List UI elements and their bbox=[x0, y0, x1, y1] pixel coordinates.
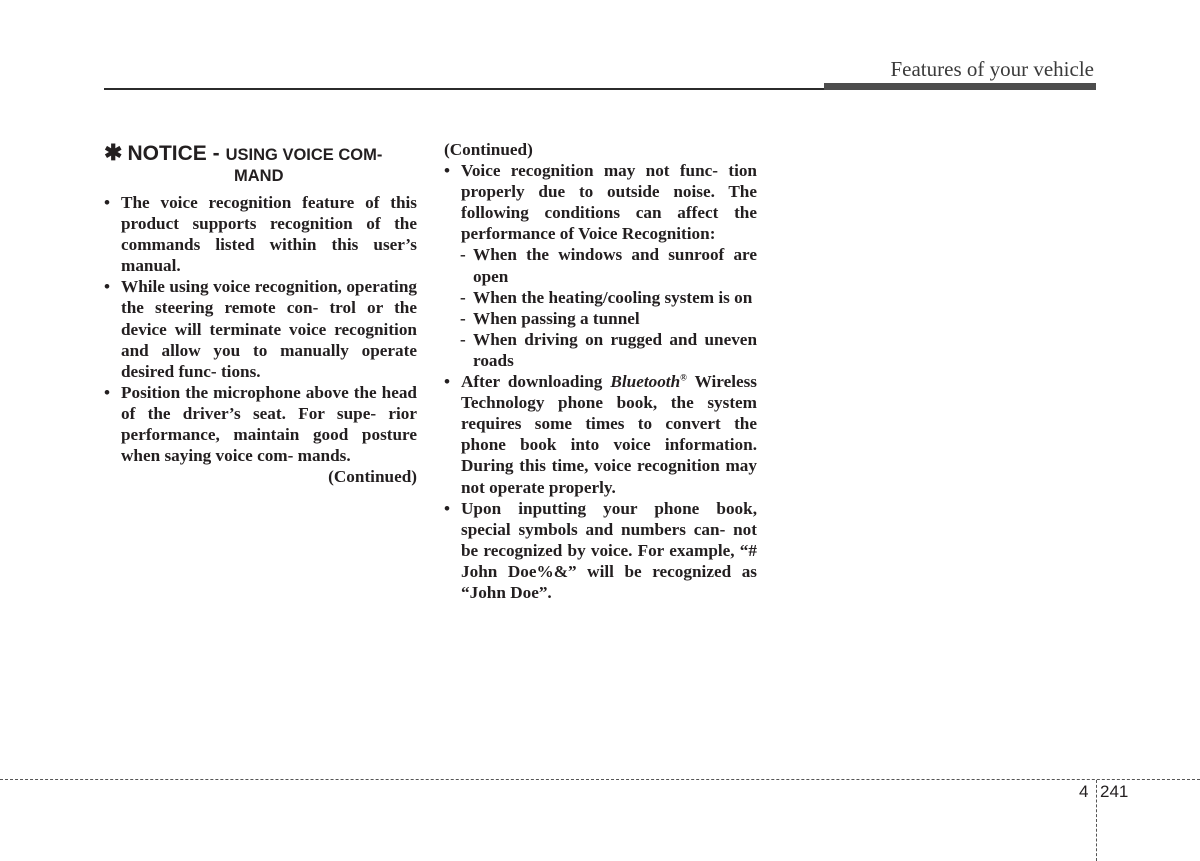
list-item bbox=[444, 160, 757, 244]
list-item bbox=[444, 498, 757, 603]
notice-heading bbox=[104, 141, 417, 185]
footer-dashed-divider bbox=[1096, 780, 1097, 861]
condition-text: When the windows and sunroof are open bbox=[473, 245, 757, 286]
continued-label: (Continued) bbox=[328, 467, 417, 487]
bullet-icon: • bbox=[104, 382, 111, 402]
chapter-number: 4 bbox=[1079, 782, 1089, 801]
list-item bbox=[444, 371, 757, 498]
header-rule-accent bbox=[824, 83, 1096, 90]
condition-text: When passing a tunnel bbox=[473, 308, 640, 328]
list-item bbox=[104, 382, 417, 466]
left-column bbox=[104, 141, 417, 487]
bullet-text: While using voice recognition, operating the steering remote con- trol or the device will terminate voice recognition and allow you to manually operate desired func- tions. bbox=[121, 277, 417, 381]
page-number: 241 bbox=[1100, 782, 1129, 801]
bullet-text: The voice recognition feature of this product supports recognition of the commands listed within this user’s manual. bbox=[121, 193, 417, 276]
bullet-text-suffix: Wireless Technology phone book, the system requires some times to convert the phone book into voice information. During this time, voice recognition may not operate properly. bbox=[461, 372, 757, 497]
condition-item bbox=[444, 308, 757, 329]
notice-star-icon: ✱ bbox=[104, 140, 123, 165]
bullet-icon: • bbox=[444, 498, 451, 518]
list-item bbox=[104, 276, 417, 381]
dash-icon: - bbox=[460, 287, 466, 307]
bullet-text: Voice recognition may not func- tion properly due to outside noise. The following conditions can affect the performance of Voice Recognition: bbox=[461, 161, 757, 244]
bullet-icon: • bbox=[104, 193, 111, 212]
condition-text: When driving on rugged and uneven roads bbox=[473, 329, 757, 370]
bullet-text: Position the microphone above the head of the driver’s seat. For supe- rior performance, maintain good posture when saying voice com- mands. bbox=[121, 382, 417, 466]
bullet-text-prefix: After downloading bbox=[461, 372, 603, 392]
condition-item bbox=[444, 329, 757, 371]
bluetooth-brand: Bluetooth bbox=[610, 372, 681, 392]
dash-icon: - bbox=[460, 308, 466, 328]
registered-mark: ® bbox=[680, 372, 687, 383]
condition-item bbox=[444, 287, 757, 308]
right-column bbox=[444, 139, 757, 603]
condition-item bbox=[444, 244, 757, 286]
list-item bbox=[104, 192, 417, 276]
notice-label: NOTICE - bbox=[127, 142, 220, 165]
footer-dashed-rule bbox=[0, 779, 1200, 780]
header-rule bbox=[104, 88, 826, 90]
continued-label: (Continued) bbox=[444, 140, 533, 159]
dash-icon: - bbox=[460, 329, 466, 349]
bullet-icon: • bbox=[444, 372, 451, 392]
notice-subtitle: USING VOICE COM- bbox=[225, 146, 383, 164]
bullet-text: Upon inputting your phone book, special symbols and numbers can- not be recognized by voice. For example, “# John Doe%&” will be recognized as “John Doe”. bbox=[461, 498, 757, 602]
bullet-icon: • bbox=[444, 161, 451, 181]
dash-icon: - bbox=[460, 245, 466, 265]
page-header-title: Features of your vehicle bbox=[890, 57, 1094, 81]
condition-text: When the heating/cooling system is on bbox=[473, 287, 753, 307]
notice-subtitle-continued: MAND bbox=[234, 167, 284, 185]
bullet-icon: • bbox=[104, 277, 111, 297]
